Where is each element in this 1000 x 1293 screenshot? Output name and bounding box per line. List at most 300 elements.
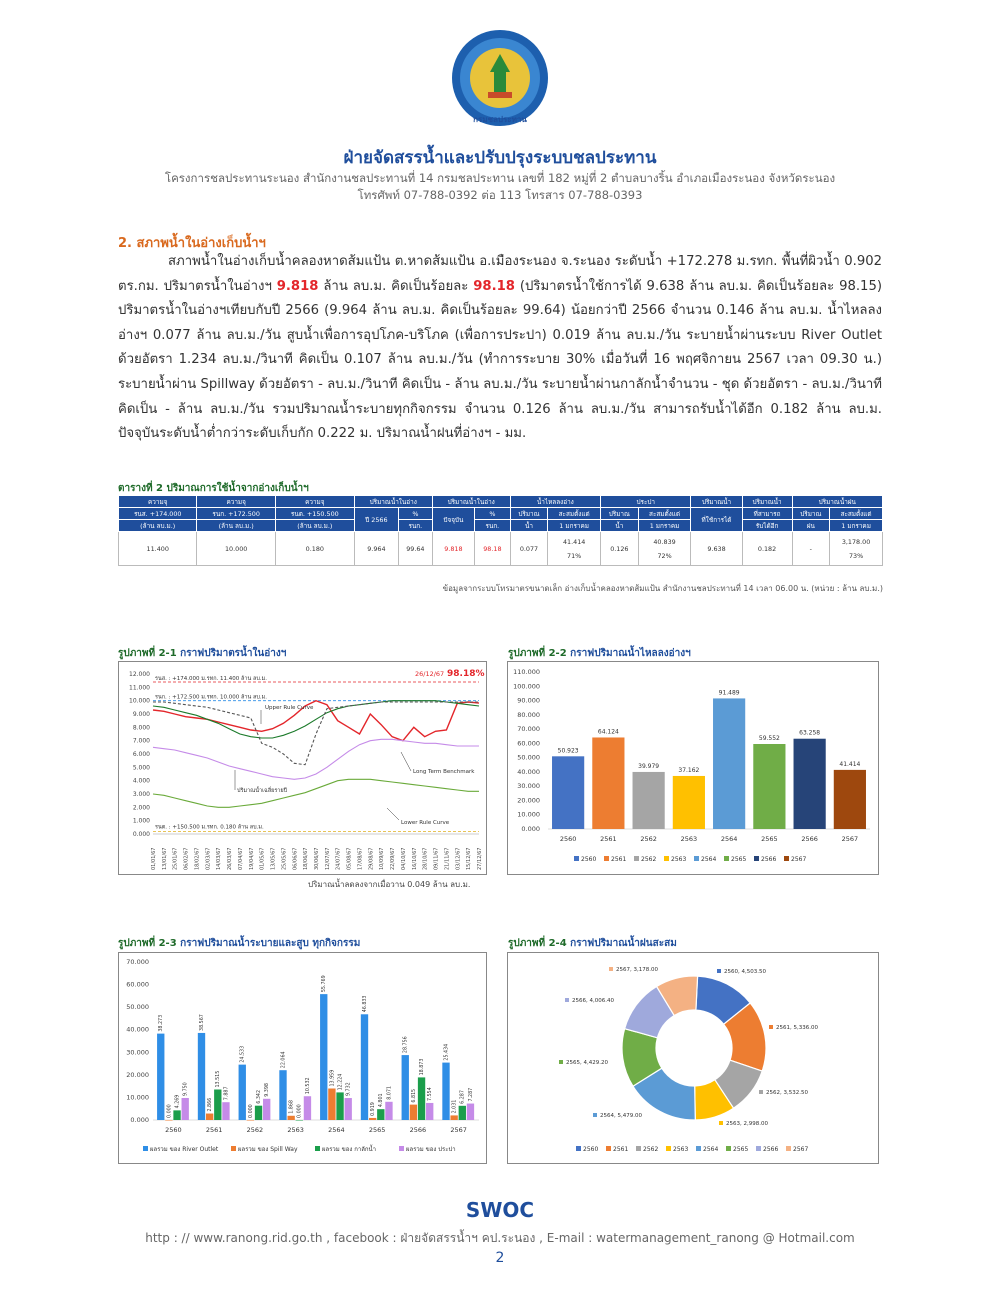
legend-label: ผลรวม ของ Spill Way — [238, 1146, 298, 1153]
th: น้ำ — [510, 520, 548, 532]
bar — [377, 1109, 384, 1120]
bar — [592, 737, 624, 829]
slice-label: 2562, 3,532.50 — [766, 1090, 808, 1096]
bar — [552, 756, 584, 829]
section-heading: 2. สภาพน้ำในอ่างเก็บน้ำฯ — [118, 236, 266, 251]
caption-chart-4 — [508, 936, 677, 951]
th: ปี 2566 — [354, 508, 398, 532]
x-tick-label: 2563 — [680, 835, 698, 843]
cell-sub: 73% — [848, 551, 864, 560]
bar-value-label: 0.000 — [167, 1104, 173, 1118]
y-tick-label: 60.000 — [126, 980, 149, 989]
th: ปริมาณ — [510, 508, 548, 520]
th: รนก. — [475, 520, 511, 532]
bar-value-label: 0.919 — [371, 1102, 377, 1116]
bar — [239, 1065, 246, 1120]
bar-value-label: 41.414 — [839, 760, 861, 768]
th: % — [475, 508, 511, 520]
x-tick-label: 18/06/67 — [303, 847, 310, 870]
th: ปริมาณน้ำ — [691, 496, 742, 508]
cell — [638, 532, 691, 566]
slice-label: 2567, 3,178.00 — [616, 967, 658, 973]
th: ความจุ — [275, 496, 354, 508]
bar-value-label: 6.342 — [256, 1089, 262, 1104]
bar — [247, 1120, 254, 1121]
bar-value-label: 9.398 — [265, 1083, 271, 1097]
bar-value-label: 0.000 — [297, 1104, 303, 1118]
bar — [279, 1070, 286, 1120]
bar-value-label: 12.224 — [338, 1073, 344, 1091]
bar-value-label: 9.750 — [183, 1082, 189, 1096]
x-tick-label: 21/11/67 — [444, 847, 451, 870]
legend-swatch — [576, 1146, 581, 1151]
legend-swatch — [726, 1146, 731, 1151]
th: รนก. — [399, 520, 433, 532]
x-tick-label: 15/12/67 — [466, 847, 473, 870]
x-tick-label: 16/10/67 — [411, 847, 418, 870]
th: ปริมาณน้ำฝน — [792, 496, 882, 508]
series-line — [153, 701, 479, 741]
legend-label: 2561 — [613, 1146, 629, 1153]
y-tick-label: 30.000 — [126, 1048, 149, 1057]
max-capacity-label: รนส. : +174.000 ม.รทก. 11.400 ล้าน ลบ.ม. — [155, 676, 267, 682]
legend-label: 2567 — [793, 1146, 809, 1153]
y-tick-label: 50.000 — [126, 1003, 149, 1012]
cell: 98.18 — [475, 532, 511, 566]
legend-swatch — [694, 856, 699, 861]
th: 1 มกราคม — [638, 520, 691, 532]
th: % — [399, 508, 433, 520]
inflow-bar-chart — [507, 661, 879, 875]
caption-num: รูปภาพที่ 2-1 — [118, 648, 181, 659]
reservoir-volume-line-chart — [118, 661, 487, 875]
x-tick-label: 01/05/67 — [259, 847, 266, 870]
th: ที่สามารถ — [742, 508, 792, 520]
th: ฝน — [792, 520, 830, 532]
legend-swatch — [574, 856, 579, 861]
normal-capacity-label: รนก. : +172.500 ม.รทก. 10.000 ล้าน ลบ.ม. — [155, 694, 267, 701]
y-tick-label: 1.000 — [132, 817, 150, 825]
bar-value-label: 6.815 — [411, 1088, 417, 1103]
slice-label-swatch — [559, 1060, 563, 1064]
bar-value-label: 39.979 — [638, 762, 660, 770]
y-tick-label: 90.000 — [517, 696, 540, 705]
slice-label: 2563, 2,998.00 — [726, 1121, 768, 1127]
y-tick-label: 6.000 — [132, 751, 150, 758]
bar — [320, 994, 327, 1120]
x-tick-label: 06/02/67 — [183, 847, 190, 870]
x-tick-label: 09/11/67 — [433, 847, 440, 870]
y-tick-label: 11.000 — [129, 684, 150, 692]
y-tick-label: 30.000 — [517, 782, 540, 791]
x-tick-label: 26/03/67 — [227, 847, 234, 870]
cell-value: 40.839 — [653, 537, 676, 546]
th: น้ำ — [601, 520, 639, 532]
bar — [304, 1096, 311, 1120]
legend-label: 2565 — [731, 856, 747, 863]
bar-value-label: 0.000 — [248, 1104, 254, 1118]
legend-swatch — [143, 1146, 148, 1151]
bar-value-label: 38.273 — [159, 1014, 165, 1032]
bar-value-label: 91.489 — [718, 689, 740, 697]
x-tick-label: 02/03/67 — [205, 847, 212, 870]
page-number: 2 — [495, 1250, 505, 1266]
cell: 0.126 — [601, 532, 639, 566]
bar — [222, 1102, 229, 1120]
legend-label: 2563 — [671, 856, 687, 863]
cell: 9.638 — [691, 532, 742, 566]
cell: 10.000 — [197, 532, 275, 566]
slice-label-swatch — [769, 1025, 773, 1029]
legend-label: 2562 — [643, 1146, 659, 1153]
bar — [442, 1063, 449, 1120]
y-tick-label: 20.000 — [517, 796, 540, 805]
release-grouped-bar-chart — [118, 952, 487, 1164]
x-tick-label: 06/06/67 — [292, 847, 299, 870]
upper-rule-label: Upper Rule Curve — [265, 705, 314, 711]
bar — [713, 698, 745, 829]
cell-value: 41.414 — [562, 537, 586, 546]
cell: 9.964 — [354, 532, 398, 566]
table-header-row-3 — [119, 520, 883, 532]
y-tick-label: 3.000 — [132, 791, 150, 798]
min-capacity-label: รนต. : +150.500 ม.รทก. 0.180 ล้าน ลบ.ม. — [155, 824, 264, 831]
x-tick-label: 19/04/67 — [248, 847, 255, 870]
th: (ล้าน ลบ.ม.) — [119, 520, 197, 532]
th: ปริมาณน้ำในอ่าง — [354, 496, 432, 508]
percent-value: 98.18 — [473, 278, 515, 294]
x-tick-label: 24/07/67 — [335, 847, 342, 870]
x-tick-label: 28/10/67 — [422, 847, 429, 870]
legend-label: 2565 — [733, 1146, 749, 1153]
th: 1 มกราคม — [548, 520, 601, 532]
bar-value-label: 50.923 — [557, 747, 579, 755]
current-date-label: 26/12/67 — [415, 670, 445, 678]
th: 1 มกราคม — [830, 520, 883, 532]
bar — [369, 1118, 376, 1120]
x-tick-label: 2562 — [640, 835, 657, 843]
bar — [287, 1116, 294, 1120]
bar — [198, 1033, 205, 1120]
bar — [467, 1104, 474, 1120]
x-tick-label: 2567 — [841, 835, 859, 843]
bar-value-label: 64.124 — [597, 728, 619, 736]
x-tick-label: 2561 — [600, 835, 617, 843]
average-label: ปริมาณน้ำเฉลี่ยรายปี — [237, 788, 288, 794]
legend-label: 2562 — [641, 856, 657, 863]
legend-label: 2566 — [763, 1146, 779, 1153]
org-address: โครงการชลประทานระนอง สำนักงานชลประทานที่ 14 กรมชลประทาน เลขที่ 182 หมู่ที่ 2 ตำบลบางริ้น อำเภอเมืองระนอง จังหวัดระนอง — [164, 171, 836, 185]
legend-swatch — [606, 1146, 611, 1151]
legend-label: 2560 — [583, 1146, 599, 1153]
slice-label: 2565, 4,429.20 — [566, 1060, 608, 1066]
lower-rule-pointer — [387, 808, 399, 820]
bar — [834, 770, 866, 829]
x-tick-label: 25/05/67 — [281, 847, 288, 870]
bar — [296, 1120, 303, 1121]
bar — [410, 1105, 417, 1120]
x-tick-label: 14/03/67 — [216, 847, 223, 870]
cell: 0.077 — [510, 532, 548, 566]
th: รนต. +150.500 — [275, 508, 354, 520]
th: ปริมาณน้ำในอ่าง — [432, 496, 510, 508]
x-tick-label: 2561 — [205, 1126, 223, 1134]
y-tick-label: 7.000 — [132, 737, 150, 745]
cell: - — [792, 532, 830, 566]
x-tick-label: 30/06/67 — [314, 847, 320, 870]
para-part-2: ล้าน ลบ.ม. คิดเป็นร้อยละ — [318, 278, 474, 294]
bar-value-label: 37.162 — [678, 766, 700, 774]
x-tick-label: 2560 — [165, 1126, 182, 1134]
table-header-row-2 — [119, 508, 883, 520]
bar — [206, 1114, 213, 1120]
cell-sub: 71% — [567, 551, 582, 560]
bar-value-label: 28.756 — [403, 1036, 409, 1054]
legend-swatch — [666, 1146, 671, 1151]
bar-value-label: 59.552 — [758, 735, 780, 743]
para-part-1: สภาพน้ำในอ่างเก็บน้ำคลองหาดส้มแป้น ต.หาดส้มแป้น อ.เมืองระนอง จ.ระนอง ระดับน้ำ +172.278 ม.รทก. พื้นที่ผิวน้ำ 0.902 ตร.กม. ปริมาตรน้ำในอ่างฯ — [118, 254, 882, 294]
y-tick-label: 80.000 — [517, 710, 540, 719]
footer-links: http : // www.ranong.rid.go.th , facebook : ฝ่ายจัดสรรน้ำฯ คป.ระนอง , E-mail : watermanagement_ranong @ Hotmail.com — [145, 1231, 855, 1245]
legend-label: ผลรวม ของ ประปา — [406, 1146, 456, 1153]
caption-chart-2 — [508, 646, 691, 661]
legend-label: ผลรวม ของ กาลักน้ำ — [322, 1146, 376, 1153]
bar-value-label: 2.866 — [208, 1097, 214, 1112]
para-part-3: (ปริมาตรน้ำใช้การได้ 9.638 ล้าน ลบ.ม. คิดเป็นร้อยละ 98.15) ปริมาตรน้ำในอ่างฯเทียบกับปี 2566 (9.964 ล้าน ลบ.ม. คิดเป็นร้อยละ 99.64) น้อยกว่าปี 2566 จำนวน 0.146 ล้าน ลบ.ม. น้ำไหลลงอ่างฯ 0.077 ล้าน ลบ.ม./วัน สูบน้ำเพื่อการอุปโภค-บริโภค (เพื่อการประปา) 0.019 ล้าน ลบ.ม./วัน ระบายน้ำผ่านระบบ River Outlet ด้วยอัตรา 1.234 ลบ.ม./วินาที คิดเป็น 0.107 ล้าน ลบ.ม./วัน (ทำการระบาย 30% เมื่อวันที่ 16 พฤศจิกายน 2567 เวลา 09.30 น.) ระบายน้ำผ่าน Spillway ด้วยอัตรา - ลบ.ม./วินาที คิดเป็น - ล้าน ลบ.ม./วัน ระบายน้ำผ่านกาลักน้ำจำนวน - ชุด ด้วยอัตรา - ลบ.ม./วินาที คิดเป็น - ล้าน ลบ.ม./วัน รวมปริมาณน้ำระบายทุกกิจกรรม จำนวน 0.126 ล้าน ลบ.ม./วัน สามารถรับน้ำได้อีก 0.182 ล้าน ลบ.ม. ปัจจุบันระดับน้ำต่ำกว่าระดับเก็บกัก 0.222 ม. ปริมาณน้ำฝนที่อ่างฯ - มม. — [118, 278, 882, 442]
table-title: ตารางที่ 2 ปริมาณการใช้น้ำจากอ่างเก็บน้ำฯ — [118, 483, 309, 494]
legend-swatch — [634, 856, 639, 861]
x-tick-label: 2563 — [287, 1126, 304, 1134]
bar — [255, 1106, 262, 1120]
legend-swatch — [399, 1146, 404, 1151]
bar — [459, 1106, 466, 1120]
th: (ล้าน ลบ.ม.) — [197, 520, 275, 532]
table-row — [119, 532, 883, 566]
legend-swatch — [756, 1146, 761, 1151]
legend-label: 2561 — [611, 856, 627, 863]
x-tick-label: 2560 — [559, 835, 577, 843]
th: รนส. +174.000 — [119, 508, 197, 520]
footer-brand: SWOC — [465, 1198, 535, 1222]
legend-swatch — [784, 856, 789, 861]
bar-value-label: 13.959 — [330, 1069, 336, 1087]
x-tick-label: 29/08/67 — [368, 847, 375, 870]
slice-label: 2564, 5,479.00 — [600, 1113, 642, 1119]
x-tick-label: 2564 — [720, 835, 738, 843]
cell-sub: 72% — [657, 551, 672, 560]
slice-label-swatch — [717, 969, 721, 973]
cell: 9.818 — [432, 532, 474, 566]
bar — [753, 744, 785, 829]
y-tick-label: 10.000 — [126, 1093, 149, 1102]
th: ประปา — [601, 496, 691, 508]
cell: 0.180 — [275, 532, 354, 566]
lower-rule-label: Lower Rule Curve — [401, 820, 450, 826]
y-tick-label: 8.000 — [132, 724, 150, 732]
bar-value-label: 18.873 — [419, 1058, 425, 1076]
rainfall-donut-chart — [507, 952, 879, 1164]
bar — [450, 1115, 457, 1120]
th: ปัจจุบัน — [432, 508, 474, 532]
bar — [173, 1110, 180, 1120]
legend-swatch — [724, 856, 729, 861]
current-percent-label: 98.18% — [447, 669, 485, 679]
y-tick-label: 4.000 — [132, 777, 150, 785]
x-tick-label: 25/01/67 — [172, 847, 179, 870]
org-phone: โทรศัพท์ 07-788-0392 ต่อ 113 โทรสาร 07-788-0393 — [357, 188, 643, 202]
y-tick-label: 0.000 — [130, 1116, 149, 1124]
bar-value-label: 6.287 — [460, 1090, 466, 1104]
caption-num: รูปภาพที่ 2-3 — [118, 938, 181, 949]
bar — [165, 1120, 172, 1121]
y-tick-label: 0.000 — [521, 825, 540, 833]
x-tick-label: 2564 — [328, 1126, 345, 1134]
bar-value-label: 55.769 — [322, 975, 328, 993]
legend-label: 2560 — [581, 856, 597, 863]
caption-text: กราฟปริมาณน้ำฝนสะสม — [570, 938, 677, 949]
y-tick-label: 110.000 — [513, 668, 540, 676]
th: (ล้าน ลบ.ม.) — [275, 520, 354, 532]
water-usage-table — [118, 495, 883, 566]
table-note: ข้อมูลจากระบบโทรมาตรขนาดเล็ก อ่างเก็บน้ำคลองหาดส้มแป้น สำนักงานชลประทานที่ 14 เวลา 06.00 น. (หน่วย : ล้าน ลบ.ม.) — [442, 584, 883, 593]
bar-value-label: 1.868 — [289, 1100, 295, 1114]
y-tick-label: 70.000 — [517, 725, 540, 734]
x-tick-label: 2565 — [368, 1126, 386, 1134]
legend-label: 2564 — [703, 1146, 719, 1153]
th: สะสมตั้งแต่ — [638, 508, 691, 520]
bar-value-label: 9.732 — [346, 1082, 352, 1097]
slice-label: 2560, 4,503.50 — [724, 969, 766, 975]
bar — [418, 1077, 425, 1120]
bar — [328, 1088, 335, 1120]
x-tick-label: 2566 — [409, 1126, 427, 1134]
th: ปริมาณน้ำ — [742, 496, 792, 508]
slice-label-swatch — [759, 1090, 763, 1094]
bar — [214, 1089, 221, 1120]
status-paragraph — [118, 250, 882, 447]
bar — [633, 772, 665, 829]
slice-label-swatch — [719, 1121, 723, 1125]
y-tick-label: 40.000 — [126, 1025, 149, 1034]
caption-text: กราฟปริมาณน้ำระบายและสูบ ทุกกิจกรรม — [180, 938, 361, 949]
caption-chart-3 — [118, 936, 360, 951]
x-tick-label: 2566 — [801, 835, 818, 843]
logo-text: กรมชลประทาน — [473, 115, 527, 124]
legend-swatch — [231, 1146, 236, 1151]
bar-value-label: 13.515 — [216, 1070, 222, 1088]
slice-label-swatch — [593, 1113, 597, 1117]
bar — [794, 739, 826, 829]
slice-label-swatch — [565, 998, 569, 1002]
legend-swatch — [786, 1146, 791, 1151]
y-tick-label: 100.000 — [513, 682, 540, 691]
bar — [263, 1099, 270, 1120]
slice-label: 2566, 4,006.40 — [572, 998, 614, 1004]
legend-label: ผลรวม ของ River Outlet — [150, 1146, 219, 1153]
th: สะสมตั้งแต่ — [548, 508, 601, 520]
x-tick-label: 2567 — [450, 1126, 467, 1134]
x-tick-label: 04/10/67 — [400, 847, 407, 870]
bar-value-label: 7.287 — [468, 1087, 474, 1102]
bar-value-label: 10.532 — [305, 1077, 311, 1095]
legend-swatch — [696, 1146, 701, 1151]
x-tick-label: 2562 — [246, 1126, 264, 1134]
x-tick-label: 22/09/67 — [390, 847, 397, 870]
th: ความจุ — [197, 496, 275, 508]
y-tick-label: 9.000 — [132, 711, 150, 718]
bar — [336, 1092, 343, 1120]
bar — [345, 1098, 352, 1120]
org-title: ฝ่ายจัดสรรน้ำและปรับปรุงระบบชลประทาน — [343, 148, 657, 168]
bar — [385, 1102, 392, 1120]
y-tick-label: 0.000 — [132, 831, 150, 838]
th: ความจุ — [119, 496, 197, 508]
bar-value-label: 22.064 — [281, 1051, 287, 1069]
x-tick-label: 05/08/67 — [346, 847, 353, 870]
cell — [548, 532, 601, 566]
cell — [830, 532, 883, 566]
y-tick-label: 60.000 — [517, 739, 540, 748]
th: รนก. +172.500 — [197, 508, 275, 520]
y-tick-label: 5.000 — [132, 764, 150, 772]
series-line — [153, 779, 479, 807]
royal-irrigation-logo — [450, 28, 550, 128]
bar — [673, 776, 705, 829]
bar — [157, 1034, 164, 1120]
y-tick-label: 10.000 — [517, 810, 540, 819]
bar-value-label: 4.269 — [175, 1094, 181, 1109]
x-tick-label: 13/01/67 — [161, 847, 168, 870]
th: น้ำไหลลงอ่าง — [510, 496, 600, 508]
legend-label: 2564 — [701, 856, 717, 863]
legend-swatch — [754, 856, 759, 861]
cell: 11.400 — [119, 532, 197, 566]
y-tick-label: 20.000 — [126, 1070, 149, 1079]
th: ปริมาณ — [792, 508, 830, 520]
x-tick-label: 13/05/67 — [270, 847, 277, 870]
y-tick-label: 70.000 — [126, 958, 149, 966]
bar — [182, 1098, 189, 1120]
table-header-row-1 — [119, 496, 883, 508]
bar-value-label: 7.554 — [428, 1087, 434, 1101]
x-tick-label: 17/08/67 — [357, 847, 364, 870]
th: ที่ใช้การได้ — [691, 508, 742, 532]
y-tick-label: 12.000 — [129, 671, 150, 678]
x-tick-label: 18/02/67 — [194, 847, 201, 870]
x-tick-label: 27/12/67 — [477, 847, 483, 870]
y-tick-label: 50.000 — [517, 753, 540, 762]
x-tick-label: 07/04/67 — [237, 847, 244, 870]
bar — [361, 1014, 368, 1120]
caption-num: รูปภาพที่ 2-2 — [508, 648, 571, 659]
slice-label-swatch — [609, 967, 613, 971]
slice-label: 2561, 5,336.00 — [776, 1025, 818, 1031]
y-tick-label: 10.000 — [129, 697, 150, 705]
legend-label: 2566 — [761, 856, 777, 863]
bar-value-label: 8.071 — [387, 1086, 393, 1100]
long-term-pointer — [401, 752, 411, 771]
x-tick-label: 03/12/67 — [455, 847, 462, 870]
th: รับได้อีก — [742, 520, 792, 532]
bar — [426, 1103, 433, 1120]
bar-value-label: 38.567 — [199, 1014, 205, 1031]
th: ปริมาณ — [601, 508, 639, 520]
cell: 99.64 — [399, 532, 433, 566]
caption-chart-1 — [118, 646, 286, 661]
x-tick-label: 2565 — [761, 835, 778, 843]
legend-label: 2563 — [673, 1146, 689, 1153]
y-tick-label: 40.000 — [517, 767, 540, 776]
